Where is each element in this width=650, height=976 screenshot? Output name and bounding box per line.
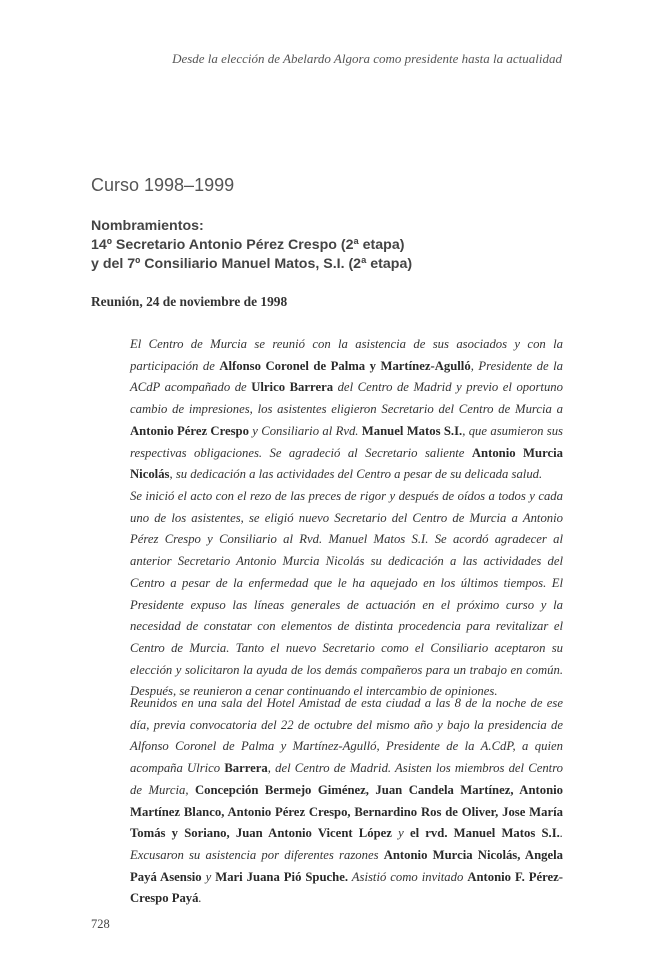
paragraph-3 <box>130 693 563 910</box>
person-name: Antonio Pérez Crespo <box>130 423 249 438</box>
p3-text: Reunidos en una sala del Hotel Amistad de esta ciudad a las 8 de la noche de ese día, previa convocatoria del 22 de octubre del mismo año y bajo la presidencia de Alfonso Coronel de Palma y Martínez-Agulló, Presidente de la A.CdP, a quien acompaña Ulrico <box>130 696 563 776</box>
person-name: el rvd. Manuel Matos S.I. <box>409 826 560 841</box>
p1-text: , que asumieron sus respectivas obligaciones. Se agradeció al Secretario saliente <box>130 423 563 460</box>
person-name: Antonio Murcia Nicolás <box>130 445 563 482</box>
p1-text: y Consiliario al Rvd. <box>248 423 362 438</box>
paragraph-2: Se inició el acto con el rezo de las preces de rigor y después de oídos a todos y cada uno de los asistentes, se eligió nuevo Secretario del Centro de Murcia a Antonio Pérez Crespo y Consiliario al Rvd. Manuel Matos S.I. Se acordó agradecer al anterior Secretario Antonio Murcia Nicolás su dedicación a las actividades del Centro a pesar de la enfermedad que le ha aquejado en los últimos tiempos. El Presidente expuso las líneas generales de actuación en el próximo curso y la necesidad de constatar con elementos de distinta procedencia para revitalizar el Centro de Murcia. Tanto el nuevo Secretario como el Consiliario aceptaron su elección y solicitaron la ayuda de los demás compañeros para un trabajo en común. Después, se reunieron a cenar continuando el intercambio de opiniones. <box>130 489 563 699</box>
person-name: Alfonso Coronel de Palma y Martínez-Agulló <box>219 358 471 373</box>
page-number: 728 <box>91 917 110 931</box>
course-title: Curso 1998–1999 <box>91 175 235 195</box>
paragraph-1 <box>130 334 563 486</box>
appointments-label: Nombramientos: <box>91 218 204 234</box>
person-name: Manuel Matos S.I. <box>361 423 463 438</box>
guest-name: Antonio F. Pérez-Crespo Payá <box>130 869 563 906</box>
p1-text: , su dedicación a las actividades del Centro a pesar de su delicada salud. <box>169 467 543 482</box>
p3-text: Asistió como invitado <box>348 869 468 884</box>
p3-text: y <box>391 826 410 841</box>
person-name: Ulrico Barrera <box>251 380 334 395</box>
meeting-date-heading: Reunión, 24 de noviembre de 1998 <box>91 294 288 309</box>
person-name: Mari Juana Pió Spuche. <box>215 869 349 884</box>
running-header: Desde la elección de Abelardo Algora como presidente hasta la actualidad <box>172 51 562 66</box>
attendee-names: Concepción Bermejo Giménez, Juan Candela Martínez, Antonio Martínez Blanco, Antonio Pérez Crespo, Bernardino Ros de Oliver, Jose María Tomás y Soriano, Juan Antonio Vicent López <box>130 782 563 841</box>
p3-text: . Excusaron su asistencia por diferentes razones <box>130 826 563 862</box>
consiliary-appointment: y del 7º Consiliario Manuel Matos, S.I. (2ª etapa) <box>91 256 413 272</box>
p1-text: El Centro de Murcia se reunió con la asistencia de sus asociados y con la participación de <box>130 337 563 373</box>
p1-text: del Centro de Madrid y previo el oportuno cambio de impresiones, los asistentes eligieron Secretario del Centro de Murcia a <box>130 380 563 417</box>
p1-text: , Presidente de la ACdP acompañado de <box>130 358 563 395</box>
secretary-appointment: 14º Secretario Antonio Pérez Crespo (2ª etapa) <box>91 237 405 253</box>
person-name: Barrera <box>224 761 268 776</box>
p3-text: y <box>201 869 216 884</box>
appointments-heading <box>91 217 571 274</box>
p3-text: . <box>198 891 202 906</box>
p3-text: , del Centro de Madrid. Asisten los miembros del Centro de Murcia, <box>130 761 564 797</box>
excused-names: Antonio Murcia Nicolás, Angela Payá Asensio <box>130 847 563 884</box>
